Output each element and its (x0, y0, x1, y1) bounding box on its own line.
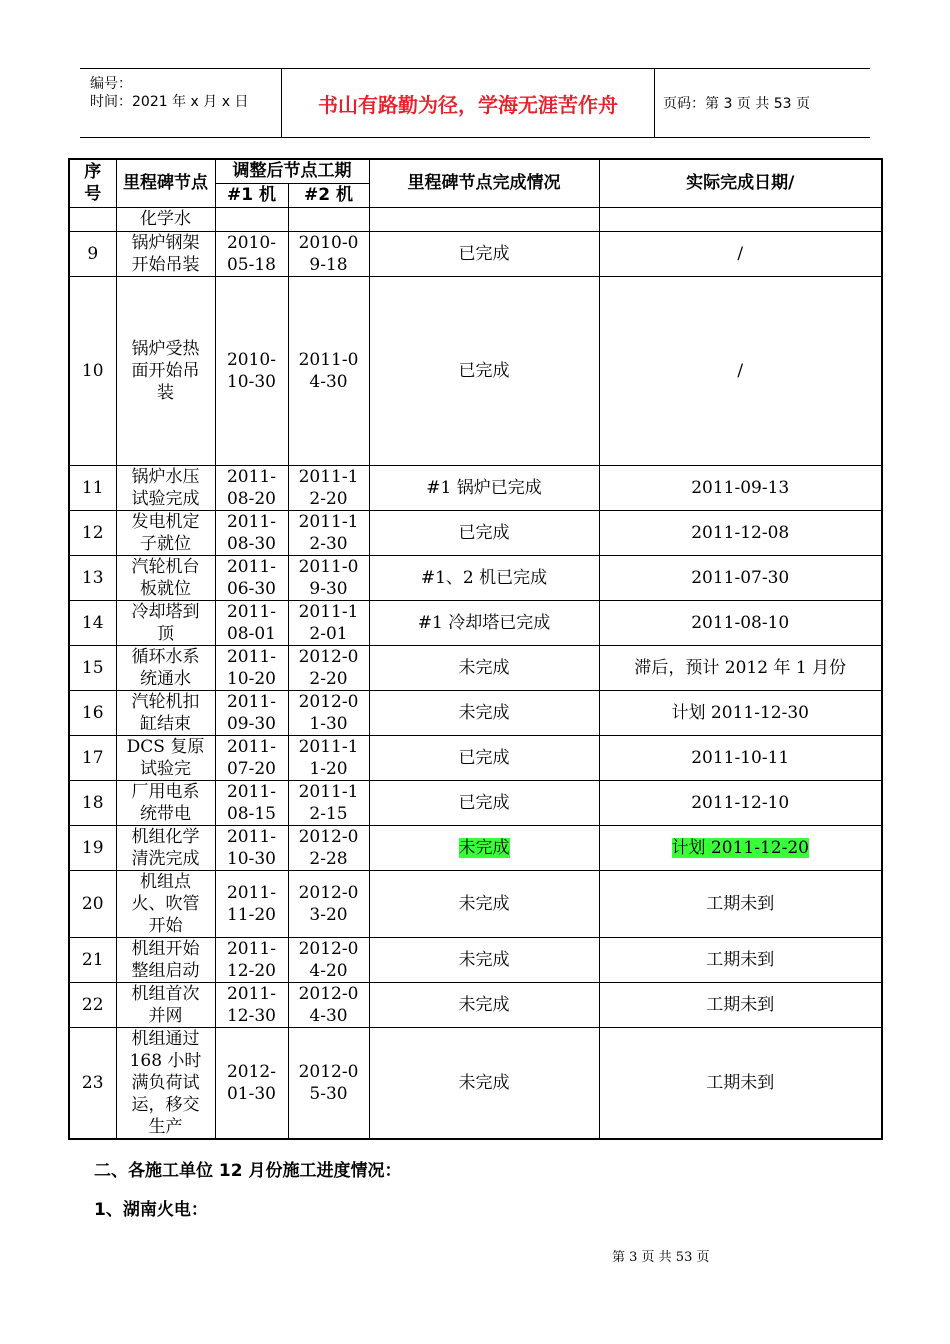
seq-cell: 13 (69, 555, 116, 600)
table-row (69, 555, 882, 600)
milestone-cell: 汽轮机扣缸结束 (116, 690, 215, 735)
milestone-cell: 化学水 (116, 207, 215, 231)
table-row (69, 645, 882, 690)
table-row (69, 231, 882, 276)
status-cell: #1 冷却塔已完成 (369, 600, 599, 645)
seq-cell: 20 (69, 870, 116, 937)
status-cell: 未完成 (369, 690, 599, 735)
unit1-date-cell: 2011-12-20 (215, 937, 288, 982)
seq-cell: 14 (69, 600, 116, 645)
seq-cell: 19 (69, 825, 116, 870)
actual-date-cell: 2011-12-10 (599, 780, 882, 825)
unit1-date-cell: 2010-10-30 (215, 276, 288, 465)
seq-cell: 18 (69, 780, 116, 825)
seq-cell: 16 (69, 690, 116, 735)
seq-cell: 15 (69, 645, 116, 690)
unit2-date-cell: 2011-11-20 (288, 735, 369, 780)
status-cell: 已完成 (369, 735, 599, 780)
milestone-table (68, 158, 883, 1140)
seq-cell: 23 (69, 1027, 116, 1139)
seq-cell: 22 (69, 982, 116, 1027)
unit1-date-cell: 2012-01-30 (215, 1027, 288, 1139)
table-row (69, 1027, 882, 1139)
table-row (69, 982, 882, 1027)
header-meta (80, 69, 282, 137)
actual-date-cell: 滞后，预计 2012 年 1 月份 (599, 645, 882, 690)
table-row (69, 780, 882, 825)
highlighted-text: 未完成 (458, 837, 510, 858)
unit1-date-cell: 2011-08-15 (215, 780, 288, 825)
table-row (69, 735, 882, 780)
unit2-date-cell: 2011-04-30 (288, 276, 369, 465)
table-row (69, 600, 882, 645)
milestone-cell: 机组首次并网 (116, 982, 215, 1027)
milestone-cell: 锅炉钢架开始吊装 (116, 231, 215, 276)
seq-cell: 21 (69, 937, 116, 982)
unit2-date-cell: 2012-01-30 (288, 690, 369, 735)
status-cell: 已完成 (369, 510, 599, 555)
status-cell: 已完成 (369, 276, 599, 465)
actual-date-cell: 工期未到 (599, 870, 882, 937)
unit2-date-cell: 2010-09-18 (288, 231, 369, 276)
actual-date-cell: / (599, 276, 882, 465)
status-cell: 未完成 (369, 982, 599, 1027)
unit1-date-cell: 2011-06-30 (215, 555, 288, 600)
seq-cell: 17 (69, 735, 116, 780)
milestone-cell: 发电机定子就位 (116, 510, 215, 555)
unit2-date-cell: 2011-12-30 (288, 510, 369, 555)
unit2-date-cell: 2012-03-20 (288, 870, 369, 937)
table-row (69, 825, 882, 870)
highlighted-text: 计划 2011-12-20 (671, 837, 809, 858)
unit2-date-cell: 2011-12-01 (288, 600, 369, 645)
table-row (69, 870, 882, 937)
table-row (69, 276, 882, 465)
unit1-date-cell: 2011-07-20 (215, 735, 288, 780)
unit1-date-cell: 2011-09-30 (215, 690, 288, 735)
actual-date-cell: 工期未到 (599, 982, 882, 1027)
unit2-date-cell: 2012-02-20 (288, 645, 369, 690)
actual-date-cell: 工期未到 (599, 937, 882, 982)
actual-date-cell: 2011-09-13 (599, 465, 882, 510)
unit1-date-cell: 2011-11-20 (215, 870, 288, 937)
status-cell: #1 锅炉已完成 (369, 465, 599, 510)
table-row (69, 207, 882, 231)
milestone-cell: 机组点火、吹管开始 (116, 870, 215, 937)
status-cell: 未完成 (369, 1027, 599, 1139)
time-label: 时间：2021 年 x 月 x 日 (90, 94, 249, 110)
status-cell: 已完成 (369, 780, 599, 825)
actual-date-cell: / (599, 231, 882, 276)
header-unit1: #1 机 (215, 183, 288, 207)
status-cell: #1、2 机已完成 (369, 555, 599, 600)
code-label: 编号： (90, 76, 132, 92)
status-cell: 未完成 (369, 870, 599, 937)
table-header-row (69, 159, 882, 183)
unit1-date-cell: 2011-08-30 (215, 510, 288, 555)
status-cell: 未完成 (369, 937, 599, 982)
status-cell (369, 825, 599, 870)
table-row (69, 510, 882, 555)
seq-cell: 12 (69, 510, 116, 555)
unit1-date-cell: 2011-10-30 (215, 825, 288, 870)
header-motto: 书山有路勤为径，学海无涯苦作舟 (282, 69, 655, 137)
milestone-cell: 锅炉水压试验完成 (116, 465, 215, 510)
header-page-info: 页码：第 3 页 共 53 页 (663, 96, 810, 112)
actual-date-cell (599, 825, 882, 870)
milestone-cell: 机组通过 168 小时满负荷试运，移交生产 (116, 1027, 215, 1139)
actual-date-cell: 2011-07-30 (599, 555, 882, 600)
actual-date-cell: 2011-08-10 (599, 600, 882, 645)
status-cell: 已完成 (369, 231, 599, 276)
milestone-cell: 机组开始整组启动 (116, 937, 215, 982)
actual-date-cell: 2011-12-08 (599, 510, 882, 555)
section-heading: 二、各施工单位 12 月份施工进度情况： (94, 1161, 402, 1181)
milestone-cell: 汽轮机台板就位 (116, 555, 215, 600)
unit2-date-cell: 2011-09-30 (288, 555, 369, 600)
unit1-date-cell: 2011-12-30 (215, 982, 288, 1027)
footer-page-number: 第 3 页 共 53 页 (612, 1250, 710, 1265)
milestone-cell: 循环水系统通水 (116, 645, 215, 690)
unit2-date-cell: 2012-04-30 (288, 982, 369, 1027)
subsection-heading: 1、湖南火电： (94, 1200, 208, 1220)
table-row (69, 937, 882, 982)
header-unit2: #2 机 (288, 183, 369, 207)
unit1-date-cell: 2011-10-20 (215, 645, 288, 690)
actual-date-cell: 2011-10-11 (599, 735, 882, 780)
table-row (69, 690, 882, 735)
unit1-date-cell: 2011-08-01 (215, 600, 288, 645)
status-cell: 未完成 (369, 645, 599, 690)
unit2-date-cell: 2012-02-28 (288, 825, 369, 870)
milestone-cell: 冷却塔到顶 (116, 600, 215, 645)
unit2-date-cell: 2012-04-20 (288, 937, 369, 982)
unit1-date-cell: 2010-05-18 (215, 231, 288, 276)
table-row (69, 465, 882, 510)
header-actual: 实际完成日期/ (599, 159, 882, 207)
header-adjusted: 调整后节点工期 (215, 159, 369, 183)
milestone-cell: 厂用电系统带电 (116, 780, 215, 825)
page-header (80, 68, 870, 138)
unit2-date-cell: 2012-05-30 (288, 1027, 369, 1139)
header-status: 里程碑节点完成情况 (369, 159, 599, 207)
actual-date-cell: 工期未到 (599, 1027, 882, 1139)
milestone-cell: 锅炉受热面开始吊装 (116, 276, 215, 465)
seq-cell: 9 (69, 231, 116, 276)
unit2-date-cell: 2011-12-20 (288, 465, 369, 510)
header-milestone: 里程碑节点 (116, 159, 215, 207)
actual-date-cell: 计划 2011-12-30 (599, 690, 882, 735)
header-seq: 序号 (69, 159, 116, 207)
milestone-cell: 机组化学清洗完成 (116, 825, 215, 870)
milestone-cell: DCS 复原试验完 (116, 735, 215, 780)
unit1-date-cell: 2011-08-20 (215, 465, 288, 510)
seq-cell: 11 (69, 465, 116, 510)
seq-cell: 10 (69, 276, 116, 465)
unit2-date-cell: 2011-12-15 (288, 780, 369, 825)
